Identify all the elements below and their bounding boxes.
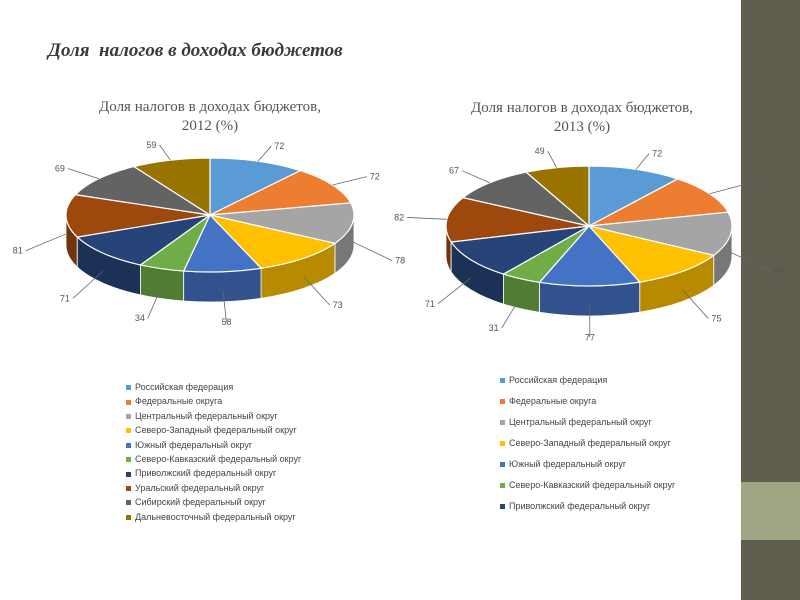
pie-2012: [13, 140, 405, 327]
legend-2012-item-6: [126, 469, 276, 478]
slide-title: Доля налогов в доходах бюджетов: [48, 40, 343, 61]
legend-2013-swatch-0: [500, 378, 505, 383]
pie-2012-value-label-9: 59: [146, 139, 157, 150]
pie-2013-value-label-7: 82: [394, 212, 405, 223]
pie-2012-value-label-4: 58: [221, 317, 232, 328]
legend-2012-swatch-8: [126, 500, 131, 505]
legend-2013-label-0: Российская федерация: [509, 375, 608, 386]
legend-2013-label-3: Северо-Западный федеральный округ: [509, 438, 671, 449]
pie-2013-value-label-6: 71: [424, 298, 435, 309]
legend-2012-item-7: [126, 484, 264, 493]
pie-2012-value-label-6: 71: [59, 293, 70, 304]
pie-2012-value-label-8: 69: [54, 163, 65, 174]
pie-2013-value-label-3: 75: [711, 313, 722, 324]
chart-title-2013-line-2: 2013 (%): [553, 119, 611, 135]
pie-2013-leader-8: [462, 171, 490, 183]
legend-2012-item-0: [126, 383, 233, 392]
legend-2012-label-1: Федеральные округа: [135, 396, 223, 407]
legend-2013-swatch-1: [500, 399, 505, 404]
pie-2012-leader-0: [258, 146, 271, 161]
legend-2013-swatch-2: [500, 420, 505, 425]
legend-2012-swatch-1: [126, 400, 131, 405]
pie-2013-value-label-9: 49: [534, 146, 545, 157]
legend-2012-label-5: Северо-Кавказский федеральный округ: [135, 454, 302, 465]
pie-2013-leader-2: [731, 252, 771, 271]
legend-2012-label-6: Приволжский федеральный округ: [135, 468, 277, 479]
legend-2012-swatch-2: [126, 414, 131, 419]
legend-2012-item-8: [126, 498, 266, 507]
pie-2012-side-4: [184, 268, 261, 302]
legend-2013-label-6: Приволжский федеральный округ: [509, 501, 651, 512]
pie-2012-leader-7: [26, 234, 66, 251]
legend-2013-item-1: [500, 397, 596, 406]
legend-2013-label-4: Южный федеральный округ: [509, 459, 627, 470]
legend-2012-item-2: [126, 412, 278, 421]
pie-2013-leader-9: [548, 151, 557, 167]
accent-strip: [741, 482, 800, 540]
pie-2013-value-label-8: 67: [448, 165, 459, 176]
legend-2012-label-4: Южный федеральный округ: [135, 439, 253, 450]
pie-2012-value-label-7: 81: [12, 245, 23, 256]
legend-2012-swatch-3: [126, 428, 131, 433]
pie-2013-value-label-1: 72: [746, 179, 757, 190]
legend-2013-swatch-4: [500, 462, 505, 467]
pie-2013-leader-0: [636, 153, 649, 169]
legend-2013-label-1: Федеральные округа: [509, 396, 597, 407]
legend-2012-item-5: [126, 455, 301, 464]
legend-2012-item-3: [126, 426, 297, 435]
pie-2013-value-label-5: 31: [488, 322, 499, 333]
legend-2013-item-0: [500, 376, 607, 385]
chart-title-2012-line-2: 2012 (%): [181, 118, 239, 134]
legend-2013-item-2: [500, 418, 652, 427]
pie-2012-leader-8: [68, 169, 99, 179]
pie-2013-value-label-0: 72: [652, 148, 663, 159]
legend-2012-label-0: Российская федерация: [135, 382, 234, 393]
pie-2012-value-label-2: 78: [395, 255, 406, 266]
pie-2013-value-label-4: 77: [584, 332, 595, 343]
legend-2012-label-2: Центральный федеральный округ: [135, 410, 278, 421]
legend-2012-swatch-9: [126, 515, 131, 520]
pie-2013-leader-1: [710, 185, 744, 194]
pie-2012-value-label-5: 34: [134, 313, 145, 324]
pie-2013: [394, 146, 783, 342]
legend-2013-item-4: [500, 460, 626, 469]
pie-2012-leader-9: [159, 145, 170, 160]
pie-2012-value-label-0: 72: [274, 141, 285, 152]
pie-2012-leader-1: [333, 177, 367, 185]
pie-2013-leader-7: [407, 217, 447, 219]
pie-2012-leader-2: [352, 242, 392, 261]
legend-2012-label-3: Северо-Западный федеральный округ: [135, 425, 297, 436]
legend-2012-swatch-4: [126, 443, 131, 448]
legend-2012-label-8: Сибирский федеральный округ: [135, 497, 266, 508]
chart-title-2012-line-1: Доля налогов в доходах бюджетов,: [99, 99, 321, 115]
legend-2013-item-5: [500, 481, 675, 490]
chart-title-2013-line-1: Доля налогов в доходах бюджетов,: [471, 100, 693, 116]
legend-2013-swatch-6: [500, 504, 505, 509]
legend-2013-item-6: [500, 502, 650, 511]
legend-2012-item-9: [126, 513, 296, 522]
legend-2012-swatch-6: [126, 472, 131, 477]
legend-2012-label-7: Уральский федеральный округ: [135, 482, 265, 493]
legend-2012-swatch-0: [126, 385, 131, 390]
legend-2012-swatch-5: [126, 457, 131, 462]
legend-2013-label-2: Центральный федеральный округ: [509, 417, 652, 428]
legend-2012-label-9: Дальневосточный федеральный округ: [135, 511, 296, 522]
legend-2012-item-4: [126, 441, 252, 450]
pie-2012-value-label-3: 73: [332, 299, 343, 310]
pie-2013-leader-6: [438, 278, 471, 304]
pie-2013-value-label-2: 80: [773, 266, 784, 277]
legend-2013-swatch-5: [500, 483, 505, 488]
legend-2013-item-3: [500, 439, 671, 448]
legend-2012-swatch-7: [126, 486, 131, 491]
legend-2012-item-1: [126, 397, 222, 406]
legend-2013-label-5: Северо-Кавказский федеральный округ: [509, 480, 676, 491]
pie-2012-value-label-1: 72: [369, 171, 380, 182]
legend-2013-swatch-3: [500, 441, 505, 446]
